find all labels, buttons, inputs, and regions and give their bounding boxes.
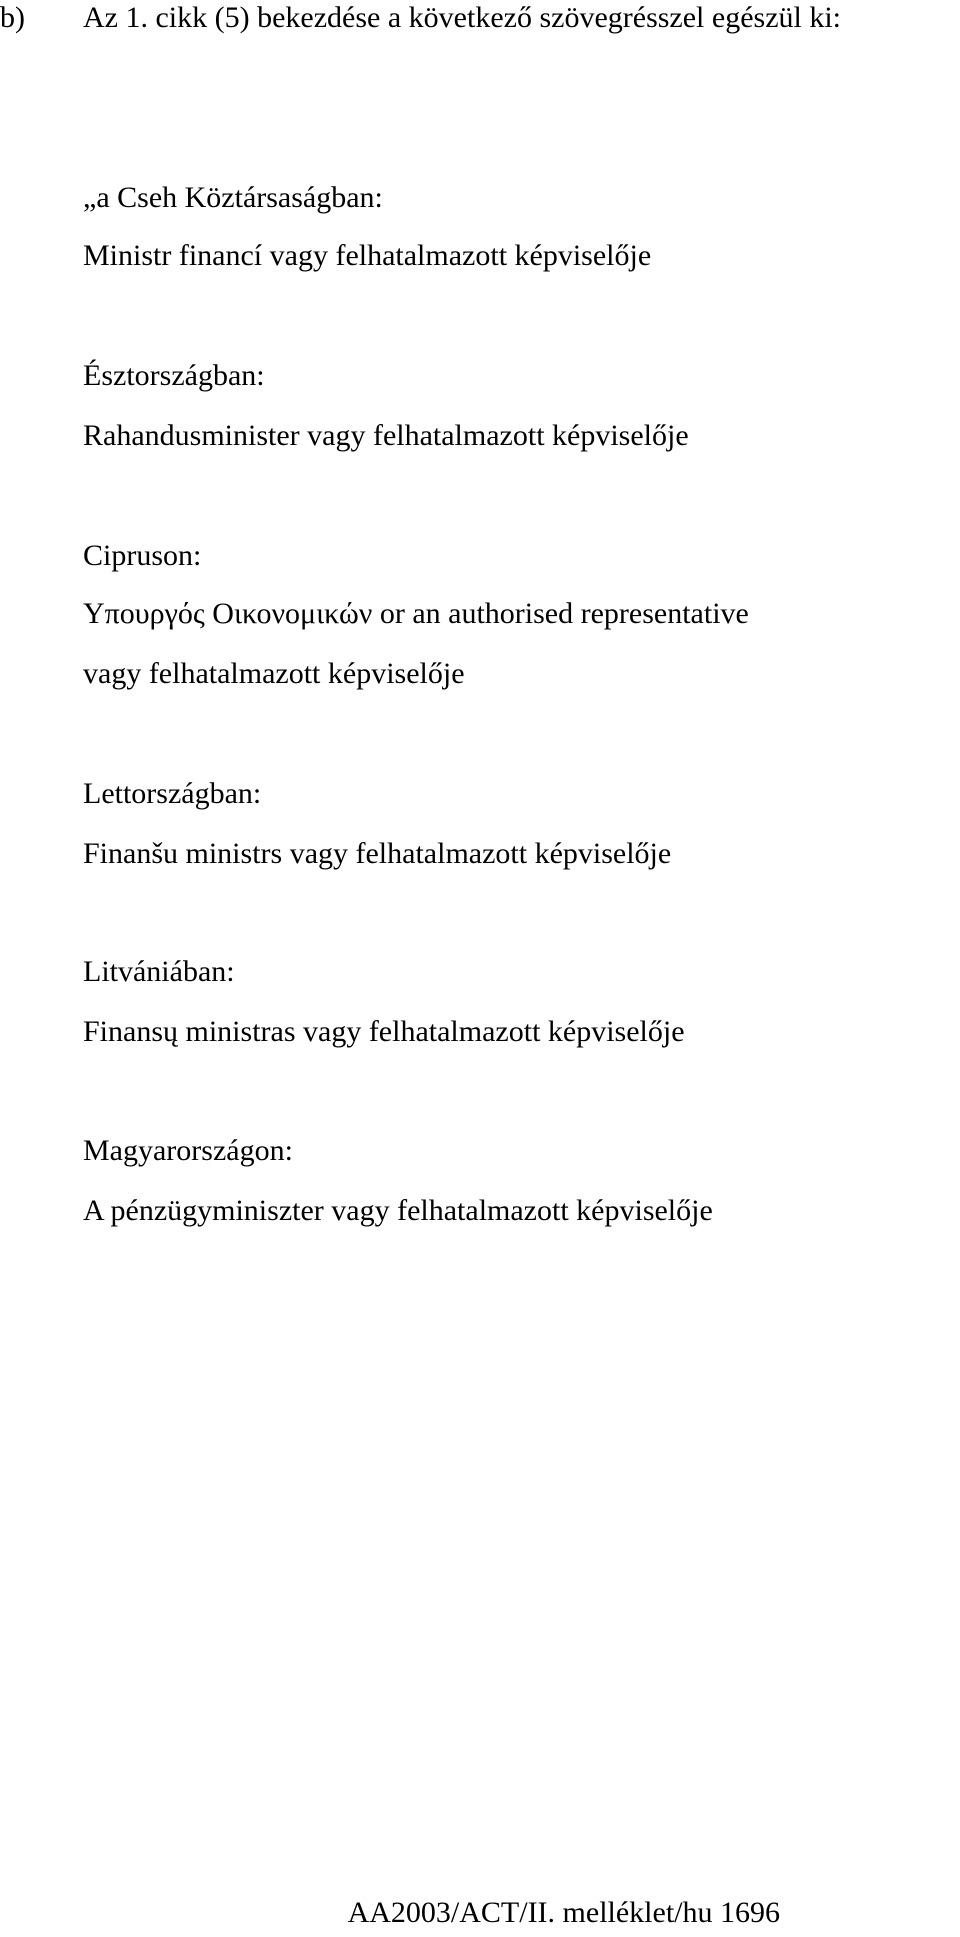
page-footer-reference: AA2003/ACT/II. melléklet/hu 1696 bbox=[347, 1896, 780, 1929]
list-marker: b) bbox=[0, 1, 25, 34]
entry-country-cyprus: Cipruson: bbox=[83, 539, 202, 572]
entry-title-czech: Ministr financí vagy felhatalmazott képviselője bbox=[83, 239, 652, 272]
entry-title-estonia: Rahandusminister vagy felhatalmazott képviselője bbox=[83, 419, 689, 452]
entry-title-latvia: Finanšu ministrs vagy felhatalmazott képviselője bbox=[83, 837, 672, 870]
entry-country-lithuania: Litvániában: bbox=[83, 955, 235, 988]
entry-title-cyprus: Υπουργός Οικονομικών or an authorised representative bbox=[83, 597, 749, 630]
entry-country-czech: „a Cseh Köztársaságban: bbox=[83, 181, 383, 214]
entry-title-lithuania: Finansų ministras vagy felhatalmazott képviselője bbox=[83, 1015, 685, 1048]
entry-title-hungary: A pénzügyminiszter vagy felhatalmazott képviselője bbox=[83, 1194, 713, 1227]
intro-sentence: Az 1. cikk (5) bekezdése a következő szövegrésszel egészül ki: bbox=[83, 1, 842, 34]
entry-country-latvia: Lettországban: bbox=[83, 777, 262, 810]
entry-country-hungary: Magyarországon: bbox=[83, 1134, 293, 1167]
entry-country-estonia: Észtországban: bbox=[83, 359, 265, 392]
entry-title-cyprus-cont: vagy felhatalmazott képviselője bbox=[83, 657, 465, 690]
